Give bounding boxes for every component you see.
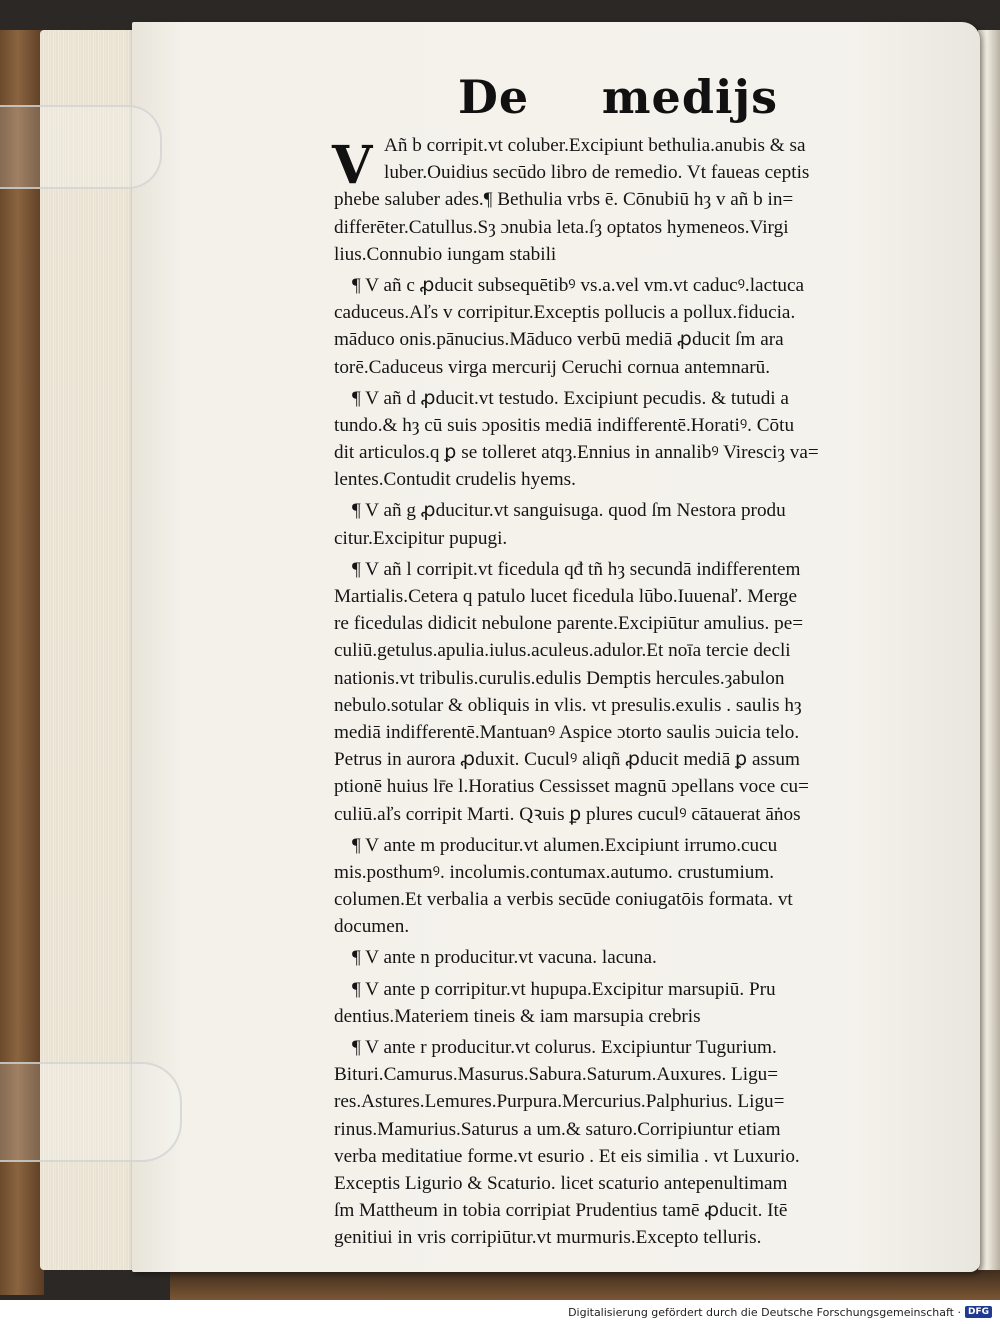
book-cover-bottom: [170, 1268, 1000, 1300]
text-line: rinus.Mamurius.Saturus a um.& saturo.Corripiuntur etiam: [334, 1118, 781, 1140]
body-text: [334, 132, 934, 1252]
text-line: res.Astures.Lemures.Purpura.Mercurius.Palphurius. Ligu=: [334, 1091, 785, 1113]
text-line: Añ b corripit.vt coluber.Excipiunt bethulia.anubis & sa: [384, 135, 806, 156]
text-line: verba meditatiue forme.vt esurio . Et eis similia . vt Luxurio.: [334, 1145, 800, 1167]
text-line: citur.Excipitur pupugi.: [334, 527, 508, 549]
text-line: caduceus.Aľs v corripitur.Exceptis pollucis a pollux.fiducia.: [334, 302, 796, 324]
heading-right: medijs: [601, 70, 778, 124]
text-line: documen.: [334, 916, 410, 938]
text-line: tundo.& hȝ cū suis ɔpositis mediā indifferentē.Horatiꝰ. Cōtu: [334, 414, 795, 436]
text-line: Petrus in aurora ꝓduxit. Cuculꝰ aliqñ ꝓducit mediā ꝑ assum: [334, 749, 800, 771]
text-line: nebulo.sotular & obliquis in vlis. vt presulis.exulis . saulis hȝ: [334, 694, 802, 716]
text-line: ¶ V ante m producitur.vt alumen.Excipiunt irrumo.cucu: [352, 834, 778, 856]
text-line: ¶ V ante n producitur.vt vacuna. lacuna.: [352, 947, 657, 969]
text-line: nationis.vt tribulis.curulis.edulis Demptis hercules.ȝabulon: [334, 667, 785, 689]
footer-credit: Digitalisierung gefördert durch die Deutsche Forschungsgemeinschaft ·: [568, 1305, 961, 1319]
dfg-logo: DFG: [965, 1306, 992, 1318]
text-line: torē.Caduceus virga mercurij Ceruchi cornua antemnarū.: [334, 356, 770, 378]
text-line: Exceptis Ligurio & Scaturio. licet scaturio antepenultimam: [334, 1172, 788, 1194]
text-line: phebe saluber ades.¶ Bethulia vrbs ē. Cōnubiū hȝ v añ b in=: [334, 189, 794, 211]
text-line: lius.Connubio iungam stabili: [334, 243, 557, 265]
text-line: lentes.Contudit crudelis hyems.: [334, 469, 576, 491]
text-line: differēter.Catullus.Sȝ ɔnubia leta.ſȝ optatos hymeneos.Virgi: [334, 216, 789, 238]
text-line: dit articulos.q ꝑ se tolleret atqȝ.Ennius in annalibꝰ Viresciȝ va=: [334, 442, 819, 464]
text-line: Bituri.Camurus.Masurus.Sabura.Saturum.Auxures. Ligu=: [334, 1064, 779, 1086]
text-line: culiū.aľs corripit Marti. Qꝛuis ꝑ plures cuculꝰ cātauerat āṅos: [334, 803, 801, 825]
right-page-edge: [978, 30, 1000, 1270]
text-line: ¶ V añ g ꝓducitur.vt sanguisuga. quod ſm Nestora produ: [352, 500, 786, 522]
text-line: ¶ V añ d ꝓducit.vt testudo. Excipiunt pecudis. & tutudi a: [352, 387, 789, 409]
text-line: ¶ V añ l corripit.vt ficedula qđ tñ hȝ secundā indifferentem: [352, 558, 801, 580]
glass-clip-top: [0, 105, 162, 189]
heading-left: De: [458, 70, 530, 124]
text-line: ptionē huius lr̄e l.Horatius Cessisset magnū ɔpellans voce cu=: [334, 776, 809, 798]
text-line: dentius.Materiem tineis & iam marsupia crebris: [334, 1005, 701, 1027]
text-line: māduco onis.pānucius.Māduco verbū mediā ꝓducit ſm ara: [334, 329, 784, 351]
glass-clip-bottom: [0, 1062, 182, 1162]
text-line: Martialis.Cetera q patulo lucet ficedula lūbo.Iuuenaľ. Merge: [334, 586, 797, 607]
drop-capital: V: [332, 135, 373, 196]
text-line: ¶ V ante r producitur.vt colurus. Excipiuntur Tugurium.: [352, 1037, 777, 1058]
text-line: culiū.getulus.apulia.iulus.aculeus.adulor.Et noīa tercie decli: [334, 640, 791, 662]
page-heading: [458, 70, 778, 130]
text-line: mediā indifferentē.Mantuanꝰ Aspice ɔtorto saulis ɔuicia telo.: [334, 721, 800, 743]
text-line: ¶ V ante p corripitur.vt hupupa.Excipitur marsupiū. Pru: [352, 978, 776, 1000]
text-line: re ficedulas didicit nebulone parente.Excipiūtur amulius. pe=: [334, 613, 804, 635]
text-line: ſm Mattheum in tobia corripiat Prudentius tamē ꝓducit. Itē: [334, 1200, 788, 1222]
text-line: ¶ V añ c ꝓducit subsequētibꝰ vs.a.vel vm.vt caducꝰ.lactuca: [352, 274, 805, 296]
text-line: luber.Ouidius secūdo libro de remedio. Vt faueas ceptis: [384, 162, 810, 184]
text-line: columen.Et verbalia a verbis secūde coniugatōis formata. vt: [334, 889, 793, 911]
digitization-footer: [0, 1300, 1000, 1324]
text-line: mis.posthumꝰ. incolumis.contumax.autumo. crustumium.: [334, 861, 775, 883]
text-line: genitiui in vris corripiūtur.vt murmuris.Excepto telluris.: [334, 1227, 762, 1249]
